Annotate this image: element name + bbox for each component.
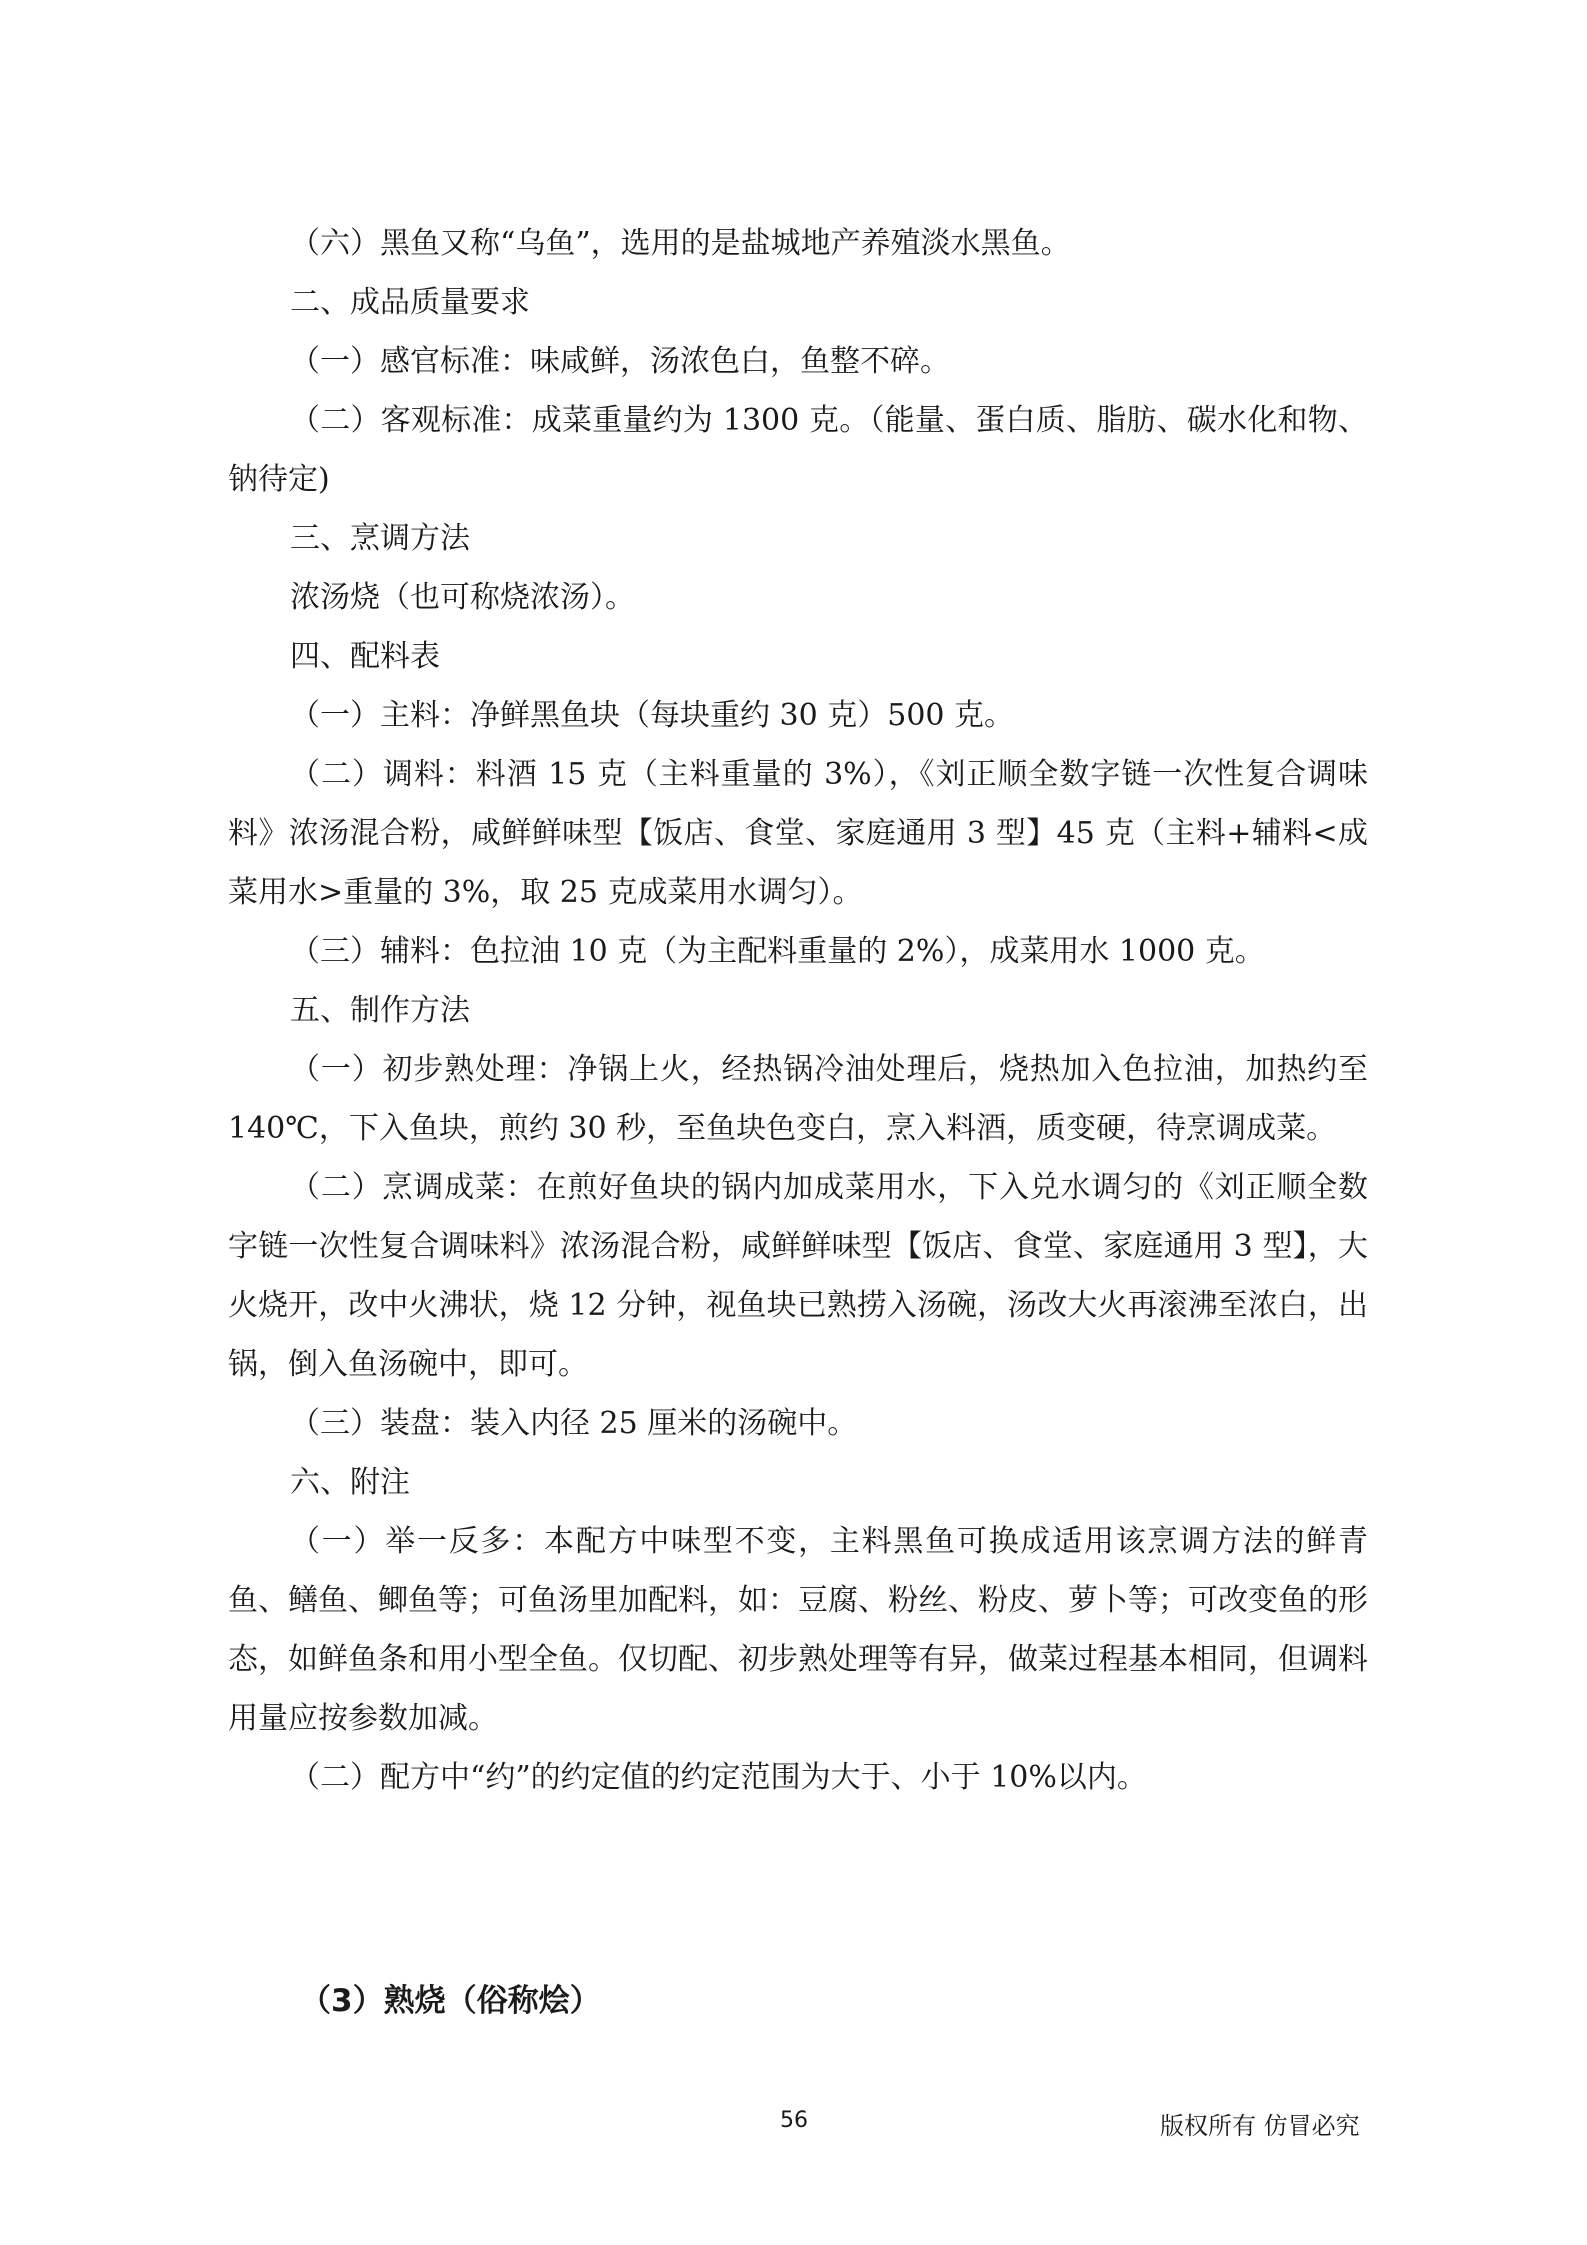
- paragraph: （二）配方中“约”的约定值的约定范围为大于、小于 10%以内。: [290, 1760, 1147, 1795]
- paragraph: （六）黑鱼又称“乌鱼”，选用的是盐城地产养殖淡水黑鱼。: [290, 226, 1071, 261]
- paragraph: （一）举一反多：本配方中味型不变，主料黑鱼可换成适用该烹调方法的鲜青鱼、鳝鱼、鲫鱼等；可鱼汤里加配料，如：豆腐、粉丝、粉皮、萝卜等；可改变鱼的形态，如鲜鱼条和用小型全鱼。仅切配、初步熟处理等有异，做菜过程基本相同，但调料用量应按参数加减。: [228, 1524, 1368, 1736]
- paragraph: 浓汤烧（也可称烧浓汤）。: [290, 580, 635, 615]
- paragraph: （三）装盘：装入内径 25 厘米的汤碗中。: [290, 1406, 858, 1441]
- section-title: 五、制作方法: [290, 993, 470, 1028]
- paragraph: （一）主料：净鲜黑鱼块（每块重约 30 克）500 克。: [290, 698, 1015, 733]
- paragraph: （三）辅料：色拉油 10 克（为主配料重量的 2%），成菜用水 1000 克。: [290, 934, 1265, 969]
- paragraph: （二）客观标准：成菜重量约为 1300 克。（能量、蛋白质、脂肪、碳水化和物、钠待定): [228, 403, 1368, 497]
- section-title: 四、配料表: [290, 639, 440, 674]
- page-number: 56: [780, 2108, 808, 2133]
- paragraph: （二）烹调成菜：在煎好鱼块的锅内加成菜用水，下入兑水调匀的《刘正顺全数字链一次性复合调味料》浓汤混合粉，咸鲜鲜味型【饭店、食堂、家庭通用 3 型】，大火烧开，改中火沸状，烧 12 分钟，视鱼块已熟捞入汤碗，汤改大火再滚沸至浓白，出锅，倒入鱼汤碗中，即可。: [228, 1170, 1368, 1382]
- paragraph: （一）初步熟处理：净锅上火，经热锅冷油处理后，烧热加入色拉油，加热约至 140℃，下入鱼块，煎约 30 秒，至鱼块色变白，烹入料酒，质变硬，待烹调成菜。: [228, 1052, 1368, 1146]
- copyright-notice: 版权所有 仿冒必究: [1160, 2112, 1360, 2140]
- paragraph: （二）调料：料酒 15 克（主料重量的 3%），《刘正顺全数字链一次性复合调味料》浓汤混合粉，咸鲜鲜味型【饭店、食堂、家庭通用 3 型】45 克（主料+辅料<成菜用水>重量的 3%，取 25 克成菜用水调匀）。: [228, 757, 1368, 910]
- section-title: 三、烹调方法: [290, 521, 470, 556]
- subsection-heading: （3）熟烧（俗称烩）: [300, 1983, 601, 2019]
- section-title: 六、附注: [290, 1465, 410, 1500]
- section-title: 二、成品质量要求: [290, 285, 530, 320]
- document-body: [228, 214, 1368, 1807]
- paragraph: （一）感官标准：味咸鲜，汤浓色白，鱼整不碎。: [290, 344, 950, 379]
